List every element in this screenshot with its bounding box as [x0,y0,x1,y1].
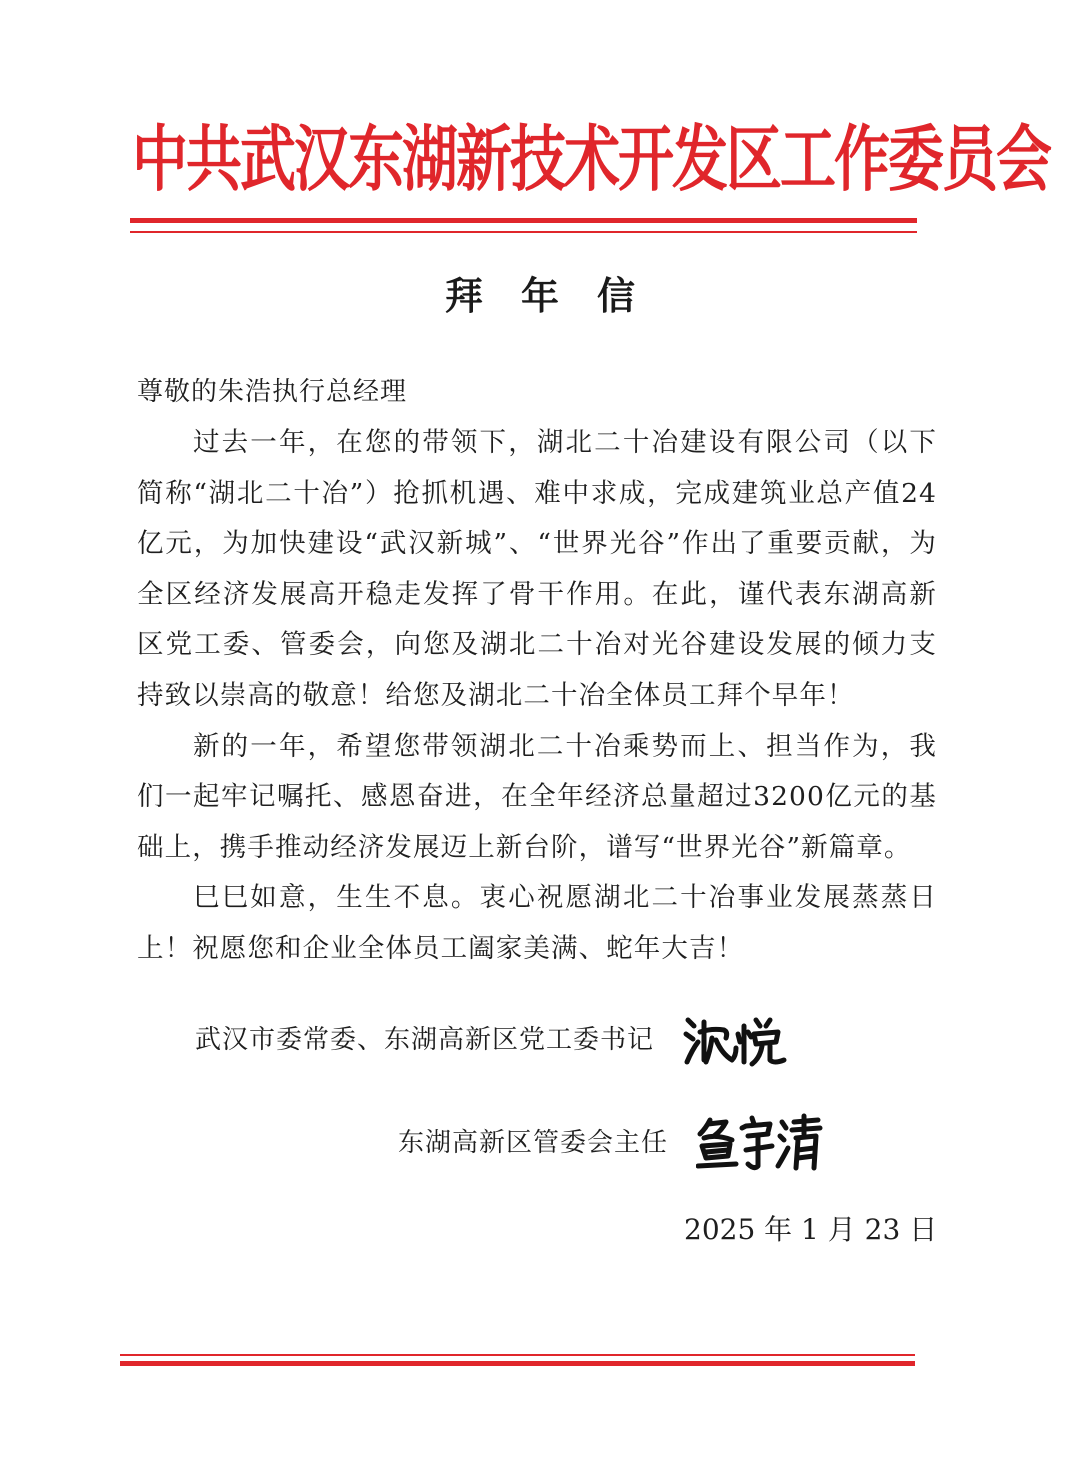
letterhead-organization-name: 中共武汉东湖新技术开发区工作委员会 [132,118,1050,203]
footer-rule-thick [120,1361,915,1366]
salutation: 尊敬的朱浩执行总经理 [137,377,408,407]
body-paragraph-1: 过去一年，在您的带领下，湖北二十冶建设有限公司（以下简称“湖北二十冶”）抢抓机遇、难中求成，完成建筑业总产值24亿元，为加快建设“武汉新城”、“世界光谷”作出了重要贡献，为全区经济发展高开稳走发挥了骨干作用。在此，谨代表东湖高新区党工委、管委会，向您及湖北二十冶对光谷建设发展的倾力支持致以崇高的敬意！给您及湖北二十冶全体员工拜个早年！ [137,427,937,711]
letter-title: 拜年信 [444,274,673,318]
body-paragraph-2: 新的一年，希望您带领湖北二十冶乘势而上、担当作为，我们一起牢记嘱托、感恩奋进，在全年经济总量超过3200亿元的基础上，携手推动经济发展迈上新台阶，谱写“世界光谷”新篇章。 [137,730,937,863]
letterhead-rule-thin [130,231,917,233]
letter-date: 2025 年 1 月 23 日 [684,1213,938,1246]
signature-block-secretary [195,1012,792,1068]
letter-body [137,418,937,975]
signatory-title: 东湖高新区管委会主任 [398,1128,669,1158]
signature-block-director [398,1112,826,1174]
footer-rule-thin [120,1354,915,1356]
handwritten-signature-lu-yuqing [696,1112,826,1174]
letterhead-rule-thick [130,218,917,223]
handwritten-signature-shen-yue [682,1012,792,1068]
signatory-title: 武汉市委常委、东湖高新区党工委书记 [195,1025,655,1055]
body-paragraph-3: 巳巳如意，生生不息。衷心祝愿湖北二十冶事业发展蒸蒸日上！祝愿您和企业全体员工阖家美满、蛇年大吉！ [137,882,937,964]
